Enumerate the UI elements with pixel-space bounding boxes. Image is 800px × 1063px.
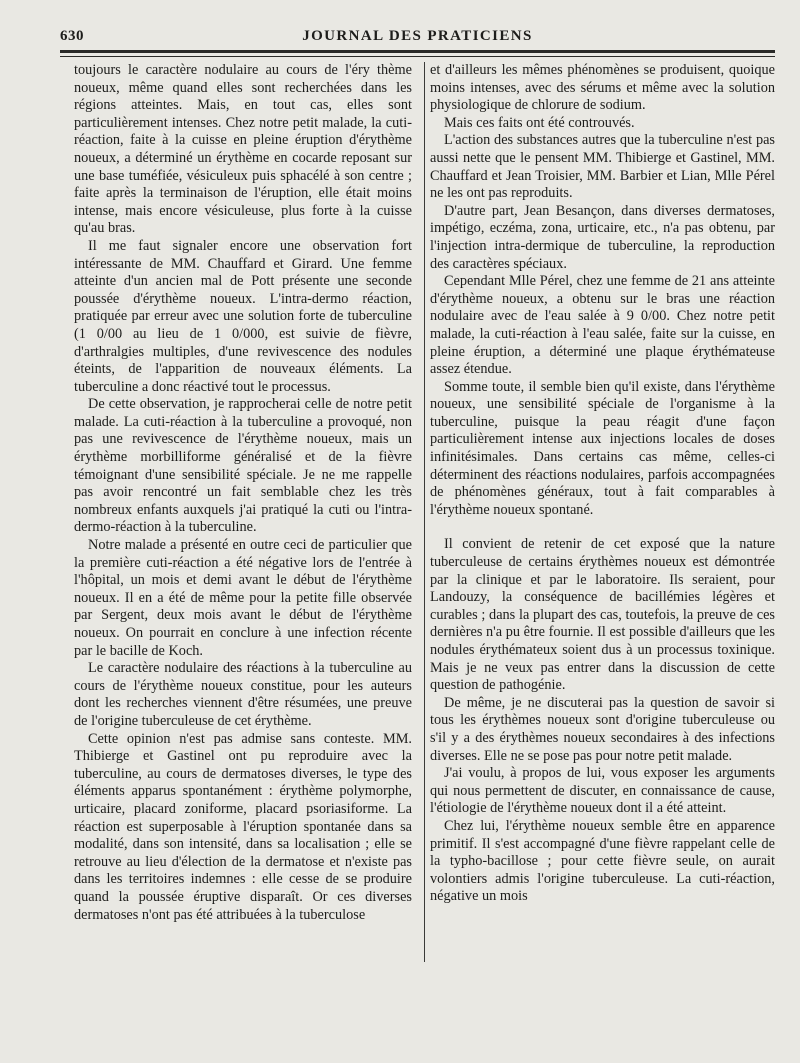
paragraph: De cette observation, je rapprocherai celle de notre petit malade. La cuti-réaction à la tuberculine a provoqué, non pas une revivescence de l'érythème noueux, mais un érythème morbilliforme généralisé et de la fièvre témoignant d'une sensibilité spéciale. Je ne me rappelle pas avoir rencontré un fait semblable chez les très nombreux enfants auxquels j'ai pratiqué la cuti ou l'intra-dermo-réaction à la tuberculine. [74,396,412,536]
column-divider [424,62,425,962]
paragraph: J'ai voulu, à propos de lui, vous exposer les arguments qui nous permettent de discuter, en connaissance de cause, l'étiologie de l'érythème noueux dont il a été atteint. [430,765,775,817]
paragraph: De même, je ne discuterai pas la question de savoir si tous les érythèmes noueux sont d'origine tuberculeuse ou s'il y a des érythèmes noueux secondaires à des infections diverses. Elle ne se pose pas pour notre petit malade. [430,694,775,764]
right-column [430,62,775,906]
page-header [60,28,775,50]
page-number: 630 [60,28,84,44]
paragraph: D'autre part, Jean Besançon, dans diverses dermatoses, impétigo, eczéma, zona, urticaire, etc., n'a pas obtenu, par l'injection intra-dermique de tuberculine, la reproduction des caractères spéciaux. [430,202,775,272]
header-rule-thin [60,56,775,57]
paragraph: Cependant Mlle Pérel, chez une femme de 21 ans atteinte d'érythème noueux, a obtenu sur le bras une réaction nodulaire avec de l'eau salée à 9 0/00. Chez notre petit malade, la cuti-réaction à l'eau salée, faite sur la cuisse, en pleine éruption, a déterminé une plaque érythémateuse assez étendue. [430,273,775,378]
paragraph: Chez lui, l'érythème noueux semble être en apparence primitif. Il s'est accompagné d'une fièvre rappelant celle de la typho-bacillose ; pour cette fièvre seule, on aurait volontiers admis l'origine tuberculeuse. La cuti-réaction, négative un mois [430,817,775,905]
paragraph: toujours le caractère nodulaire au cours de l'éry thème noueux, même quand elles sont recherchées dans les régions atteintes. Mais, en tout cas, elles sont particulièrement intenses. Chez notre petit malade, la cuti-réaction, faite à la cuisse en pleine éruption d'érythème noueux, a déterminé un érythème en cocarde reposant sur une base tuméfiée, vésiculeux puis sphacélé à son centre ; faite après la terminaison de l'éruption, elle était moins intense, mais encore vésiculeuse, plus forte à la cuisse qu'au bras. [74,62,412,237]
paragraph: Cette opinion n'est pas admise sans conteste. MM. Thibierge et Gastinel ont pu reproduire avec la tuberculine, au cours de dermatoses diverses, le type des éléments apparus spontanément : érythème polymorphe, urticaire, placard zoniforme, placard psoriasiforme. La réaction est superposable à l'éruption spontanée dans sa modalité, dans son intensité, dans sa localisation ; elle se retrouve au lieu d'élection de la dermatose et n'existe pas dans les territoires indemnes : elle cesse de se produire quand la poussée éruptive disparaît. Or ces diverses dermatoses n'ont pas été attribuées à la tuberculose [74,730,412,923]
paragraph: Le caractère nodulaire des réactions à la tuberculine au cours de l'érythème noueux constitue, pour les auteurs dont les recherches viennent d'être résumées, une preuve de l'origine tuberculeuse de cet érythème. [74,660,412,729]
journal-title: JOURNAL DES PRATICIENS [302,28,533,44]
paragraph: Il convient de retenir de cet exposé que la nature tuberculeuse de certains érythèmes noueux est démontrée par la clinique et par le laboratoire. Ils seraient, pour Landouzy, la conséquence de bacillémies légères et curables ; dans la plupart des cas, toutefois, la preuve de ces dernières n'a pu être fournie. Il est possible d'ailleurs que les nodules érythémateux soient dus à un processus toxinique. Mais je ne veux pas entrer dans la discussion de cette question de pathogénie. [430,536,775,694]
left-column [74,62,412,924]
paragraph: L'action des substances autres que la tuberculine n'est pas aussi nette que le pensent MM. Thibierge et Gastinel, MM. Chauffard et Jean Troisier, MM. Barbier et Lian, Mlle Pérel ne les ont pas reproduits. [430,132,775,202]
paragraph: Il me faut signaler encore une observation fort intéressante de MM. Chauffard et Girard. Une femme atteinte d'un ancien mal de Pott présente une seconde poussée d'érythème noueux. L'intra-dermo réaction, pratiquée par erreur avec une solution forte de tuberculine (1 0/00 au lieu de 1 0/000, est suivie de fièvre, d'arthralgies multiples, d'une revivescence des nodules éteints, de l'apparition de nouveaux éléments. La tuberculine a donc réactivé tout le processus. [74,237,412,395]
paragraph: Notre malade a présenté en outre ceci de particulier que la première cuti-réaction a été négative lors de l'entrée à l'hôpital, un mois et demi avant le début de l'érythème noueux. Il en a été de même pour la petite fille observée par Sergent, deux mois avant le début de l'érythème noueux. On pourrait en conclure à une infection récente par le bacille de Koch. [74,537,412,659]
paragraph: et d'ailleurs les mêmes phénomènes se produisent, quoique moins intenses, avec des sérums et même avec la solution physiologique de chlorure de sodium. [430,62,775,114]
paragraph: Somme toute, il semble bien qu'il existe, dans l'érythème noueux, une sensibilité spéciale de l'organisme à la tuberculine, puisque la peau réagit d'une façon particulièrement intense aux injections locales de doses infinitésimales. Dans certains cas même, celles-ci déterminent des réactions nodulaires, parfois accompagnées de phénomènes généraux, tout à fait comparables à l'érythème noueux spontané. [430,378,775,518]
header-rule-thick [60,50,775,53]
paragraph: Mais ces faits ont été controuvés. [444,114,635,131]
